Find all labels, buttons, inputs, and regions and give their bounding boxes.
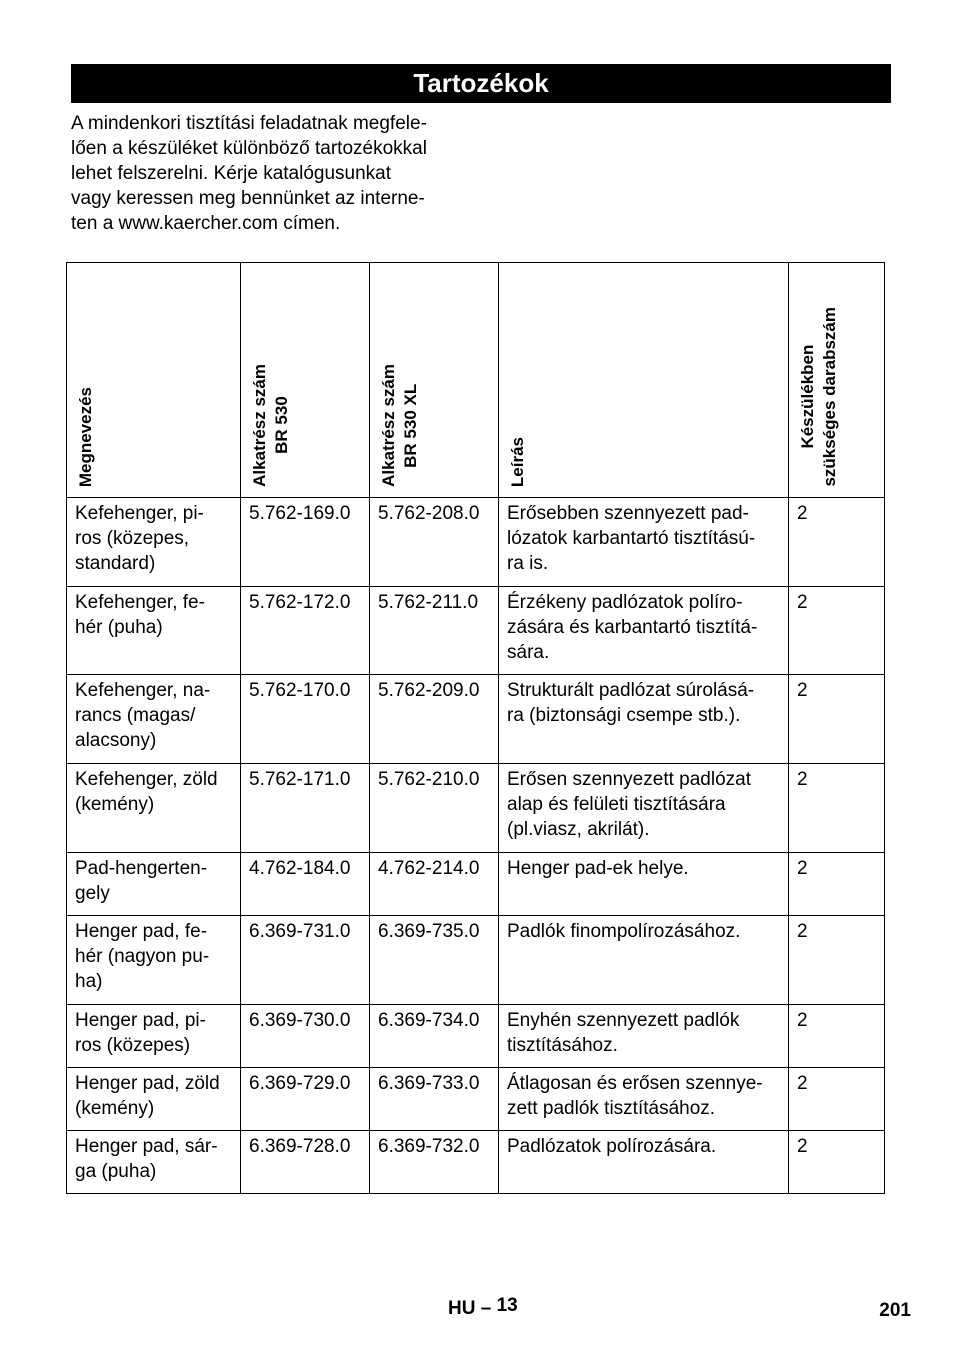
intro-paragraph [71, 111, 471, 236]
cell-description [499, 1131, 789, 1194]
cell-text: 6.369-731.0 [249, 921, 351, 942]
table-header-row [67, 263, 885, 498]
cell-text: Henger pad, fe- [75, 921, 208, 942]
cell-description [499, 1005, 789, 1068]
cell-part-br530 [241, 1068, 370, 1131]
cell-text: 2 [797, 858, 808, 879]
cell-text: hér (nagyon pu- [75, 946, 210, 967]
cell-quantity [789, 1131, 885, 1194]
cell-text: Kefehenger, zöld [75, 769, 218, 790]
cell-quantity [789, 1005, 885, 1068]
cell-text: 4.762-184.0 [249, 858, 351, 879]
cell-part-br530xl [370, 1068, 499, 1131]
table-row [67, 498, 885, 587]
cell-text: 5.762-210.0 [378, 769, 480, 790]
cell-text: zett padlók tisztításához. [507, 1098, 716, 1119]
cell-part-br530xl [370, 1005, 499, 1068]
cell-part-br530xl [370, 916, 499, 1005]
intro-line: A mindenkori tisztítási feladatnak megfele- [71, 113, 427, 134]
header-text: Alkatrész szám [379, 364, 398, 487]
cell-text: ra (biztonsági csempe stb.). [507, 705, 741, 726]
table-body [67, 498, 885, 1194]
table-row [67, 1068, 885, 1131]
footer-section-code: HU [448, 1298, 476, 1319]
header-name [67, 263, 241, 498]
cell-text: 2 [797, 503, 808, 524]
cell-text: sára. [507, 642, 550, 663]
cell-text: 2 [797, 1073, 808, 1094]
cell-text: 5.762-208.0 [378, 503, 480, 524]
table-row [67, 764, 885, 853]
intro-line: vagy keressen meg bennünket az interne- [71, 188, 425, 209]
cell-text: Enyhén szennyezett padlók [507, 1010, 740, 1031]
cell-quantity [789, 1068, 885, 1131]
cell-text: Strukturált padlózat súrolásá- [507, 680, 755, 701]
accessories-table [66, 262, 885, 1194]
cell-text: (pl.viasz, akrilát). [507, 819, 650, 840]
cell-text: Átlagosan és erősen szennye- [507, 1073, 763, 1094]
cell-quantity [789, 853, 885, 916]
cell-text: 6.369-732.0 [378, 1136, 480, 1157]
cell-text: Kefehenger, fe- [75, 592, 205, 613]
intro-line: ten a www.kaercher.com címen. [71, 213, 341, 234]
header-part-br530 [241, 263, 370, 498]
cell-text: alacsony) [75, 730, 157, 751]
cell-text: 6.369-733.0 [378, 1073, 480, 1094]
cell-text: 5.762-170.0 [249, 680, 351, 701]
cell-part-br530xl [370, 587, 499, 675]
cell-text: Padlózatok polírozására. [507, 1136, 717, 1157]
cell-text: standard) [75, 553, 156, 574]
cell-text: ga (puha) [75, 1161, 157, 1182]
cell-part-br530xl [370, 764, 499, 853]
footer-section-page: 13 [496, 1295, 518, 1316]
header-text: Megnevezés [76, 386, 95, 487]
cell-text: Padlók finompolírozásához. [507, 921, 741, 942]
cell-text: Erősebben szennyezett pad- [507, 503, 749, 524]
intro-line: lően a készüléket különböző tartozékokkal [71, 138, 427, 159]
cell-name [67, 764, 241, 853]
cell-text: ros (közepes, [75, 528, 190, 549]
cell-part-br530 [241, 853, 370, 916]
cell-name [67, 587, 241, 675]
cell-name [67, 498, 241, 587]
cell-text: 2 [797, 592, 808, 613]
cell-text: 5.762-209.0 [378, 680, 480, 701]
cell-text: 5.762-171.0 [249, 769, 351, 790]
header-text: Leírás [508, 436, 527, 487]
table-row [67, 1131, 885, 1194]
table-row [67, 853, 885, 916]
cell-text: 5.762-169.0 [249, 503, 351, 524]
header-description [499, 263, 789, 498]
cell-text: 6.369-729.0 [249, 1073, 351, 1094]
table-row [67, 916, 885, 1005]
cell-name [67, 1068, 241, 1131]
cell-text: tisztításához. [507, 1035, 618, 1056]
cell-description [499, 675, 789, 764]
cell-description [499, 498, 789, 587]
cell-text: hér (puha) [75, 617, 163, 638]
page-number: 201 [879, 1300, 911, 1321]
cell-text: 6.369-730.0 [249, 1010, 351, 1031]
cell-name [67, 916, 241, 1005]
cell-text: (kemény) [75, 1098, 155, 1119]
cell-text: 5.762-211.0 [378, 592, 479, 613]
cell-text: ra is. [507, 553, 549, 574]
cell-part-br530xl [370, 1131, 499, 1194]
cell-text: 2 [797, 769, 808, 790]
cell-text: 4.762-214.0 [378, 858, 480, 879]
cell-part-br530 [241, 1005, 370, 1068]
cell-text: gely [75, 883, 110, 904]
cell-part-br530xl [370, 498, 499, 587]
table-row [67, 675, 885, 764]
cell-part-br530 [241, 675, 370, 764]
cell-text: alap és felületi tisztítására [507, 794, 726, 815]
cell-quantity [789, 587, 885, 675]
cell-text: Henger pad, pi- [75, 1010, 206, 1031]
header-text: BR 530 XL [401, 383, 420, 468]
cell-quantity [789, 675, 885, 764]
cell-text: Pad-hengerten- [75, 858, 208, 879]
cell-text: zására és karbantartó tisztítá- [507, 617, 758, 638]
cell-text: 6.369-728.0 [249, 1136, 351, 1157]
cell-part-br530 [241, 916, 370, 1005]
cell-text: Kefehenger, pi- [75, 503, 204, 524]
cell-quantity [789, 916, 885, 1005]
cell-text: lózatok karbantartó tisztítású- [507, 528, 756, 549]
cell-text: ros (közepes) [75, 1035, 191, 1056]
cell-quantity [789, 498, 885, 587]
cell-part-br530 [241, 1131, 370, 1194]
cell-text: 5.762-172.0 [249, 592, 351, 613]
cell-quantity [789, 764, 885, 853]
cell-text: 2 [797, 1010, 808, 1031]
header-text: Alkatrész szám [250, 364, 269, 487]
cell-text: 2 [797, 680, 808, 701]
cell-part-br530xl [370, 675, 499, 764]
header-text: Készülékben [798, 345, 817, 450]
cell-description [499, 587, 789, 675]
cell-text: Erősen szennyezett padlózat [507, 769, 751, 790]
intro-line: lehet felszerelni. Kérje katalógusunkat [71, 163, 392, 184]
cell-text: Kefehenger, na- [75, 680, 211, 701]
footer-dash: – [480, 1298, 492, 1319]
cell-text: 2 [797, 1136, 808, 1157]
cell-text: rancs (magas/ [75, 705, 196, 726]
cell-description [499, 916, 789, 1005]
header-part-br530xl [370, 263, 499, 498]
header-text: szükséges darabszám [820, 307, 839, 487]
cell-text: Henger pad-ek helye. [507, 858, 689, 879]
cell-text: 6.369-734.0 [378, 1010, 480, 1031]
cell-text: 2 [797, 921, 808, 942]
table-row [67, 1005, 885, 1068]
cell-text: (kemény) [75, 794, 155, 815]
footer-section [448, 1295, 518, 1320]
cell-part-br530 [241, 587, 370, 675]
table-row [67, 587, 885, 675]
cell-text: Érzékeny padlózatok políro- [507, 592, 743, 613]
cell-part-br530 [241, 498, 370, 587]
cell-description [499, 1068, 789, 1131]
cell-description [499, 764, 789, 853]
section-title: Tartozékok [71, 64, 891, 103]
cell-name [67, 1005, 241, 1068]
cell-name [67, 675, 241, 764]
cell-name [67, 853, 241, 916]
cell-text: 6.369-735.0 [378, 921, 480, 942]
cell-part-br530 [241, 764, 370, 853]
cell-text: Henger pad, zöld [75, 1073, 220, 1094]
cell-name [67, 1131, 241, 1194]
cell-text: ha) [75, 971, 103, 992]
header-text: BR 530 [272, 396, 291, 455]
header-quantity [789, 263, 885, 498]
cell-part-br530xl [370, 853, 499, 916]
cell-text: Henger pad, sár- [75, 1136, 218, 1157]
cell-description [499, 853, 789, 916]
